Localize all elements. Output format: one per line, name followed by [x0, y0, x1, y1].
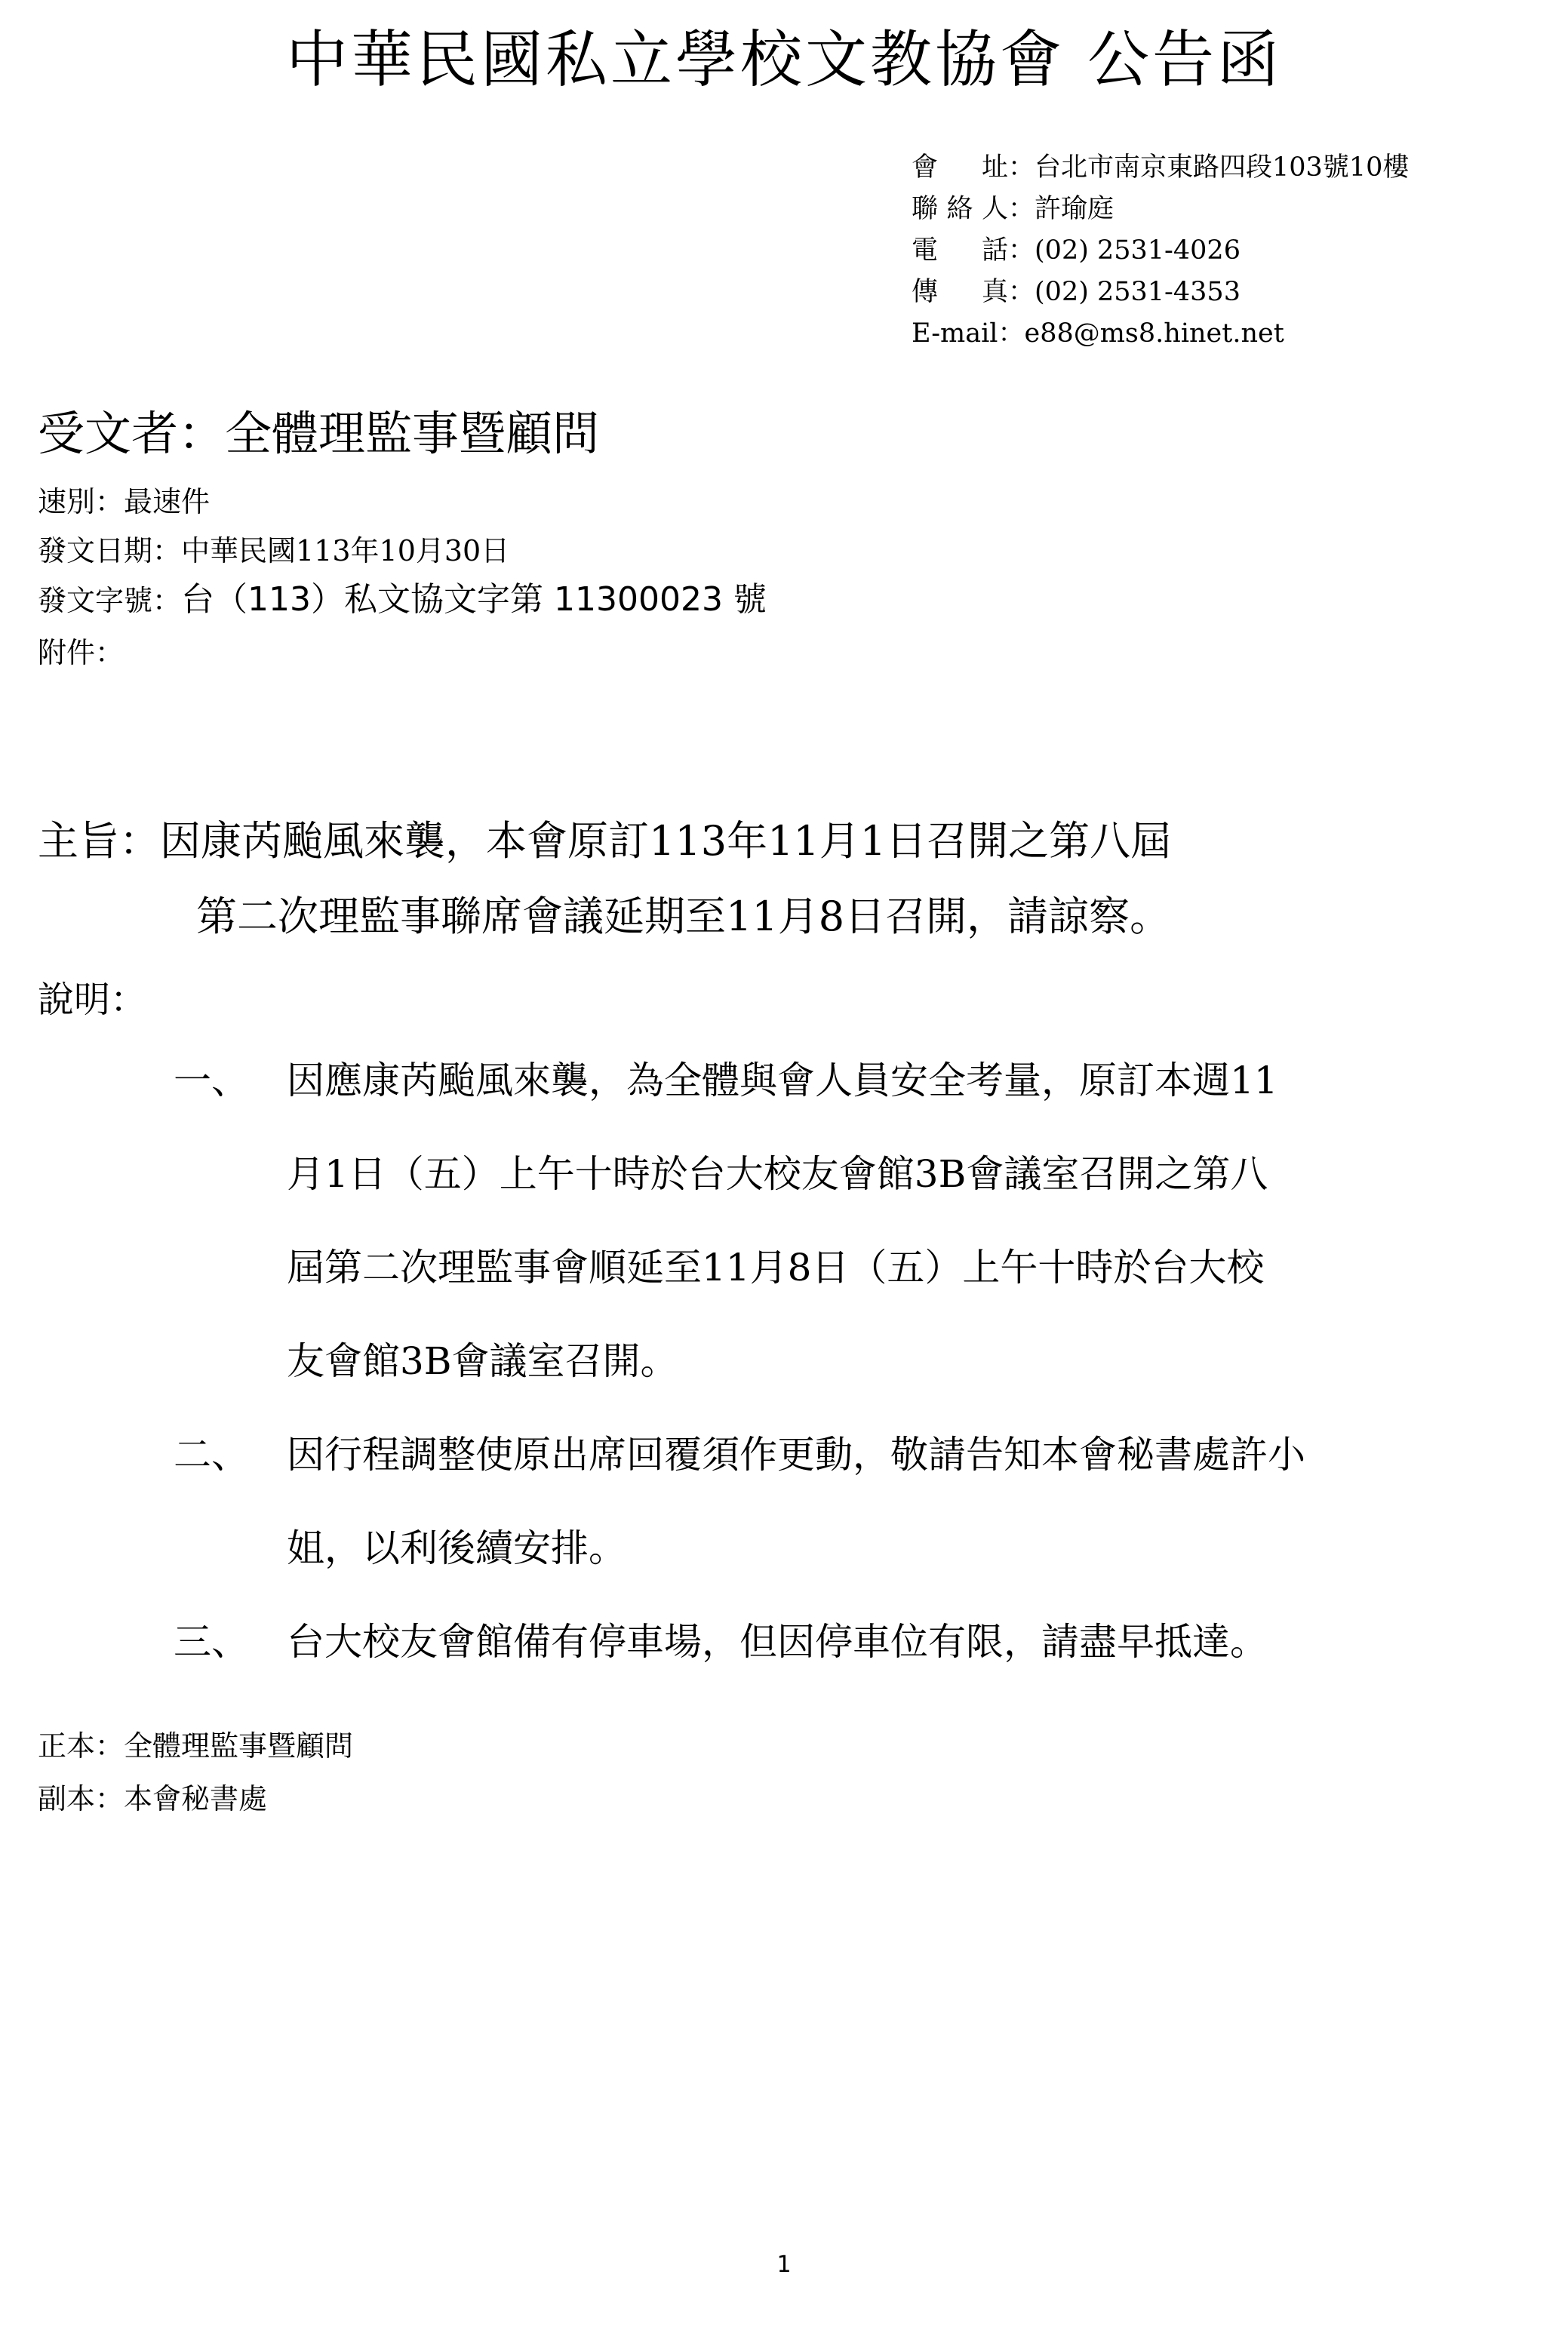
contact-phone-label: 電話 — [912, 235, 1008, 266]
explanation-item-line: 因應康芮颱風來襲，為全體與會人員安全考量，原訂本週11 — [287, 1059, 1278, 1102]
copy-original: 正本：全體理監事暨顧問 — [38, 1729, 354, 1763]
explanation-item-text — [287, 1034, 1278, 1408]
page-number: 1 — [776, 2251, 792, 2278]
contact-email-row: E-mail ： e88@ms8.hinet.net — [912, 313, 1409, 355]
recipient-value: 全體理監事暨顧問 — [225, 406, 600, 461]
explanation-item-number: 三、 — [174, 1620, 249, 1664]
subject-line-1: 主旨：因康芮颱風來襲，本會原訂113年11月1日召開之第八屆 — [38, 817, 1172, 865]
contact-address-value: 台北市南京東路四段103號10樓 — [1035, 152, 1410, 183]
explanation-item-line: 屆第二次理監事會順延至11月8日（五）上午十時於台大校 — [287, 1246, 1265, 1289]
explanation-item-line: 因行程調整使原出席回覆須作更動，敬請告知本會秘書處許小 — [287, 1433, 1305, 1477]
explanation-label: 說明： — [38, 979, 147, 1021]
contact-fax-label: 傳真 — [912, 277, 1008, 307]
meta-doc-number-label: 發文字號： — [38, 584, 182, 617]
contact-email-value: e88@ms8.hinet.net — [1024, 318, 1284, 349]
explanation-item-number: 二、 — [174, 1433, 249, 1477]
explanation-item-number: 一、 — [174, 1059, 249, 1102]
meta-date: 發文日期：中華民國113年10月30日 — [38, 534, 510, 567]
explanation-item-3 — [174, 1595, 1268, 1689]
copy-duplicate: 副本：本會秘書處 — [38, 1782, 268, 1815]
meta-doc-number-value: 台（113）私文協文字第 11300023 號 — [181, 580, 767, 619]
contact-block — [912, 147, 1409, 355]
document-title: 中華民國私立學校文教協會 公告函 — [285, 24, 1283, 96]
explanation-item-1 — [174, 1034, 1278, 1408]
meta-doc-number — [38, 577, 767, 623]
explanation-item-line: 台大校友會館備有停車場，但因停車位有限，請盡早抵達。 — [287, 1620, 1268, 1664]
contact-email-label: E-mail — [912, 318, 998, 349]
contact-address-label: 會址 — [912, 152, 1008, 183]
explanation-item-line: 月1日（五）上午十時於台大校友會館3B會議室召開之第八 — [287, 1152, 1268, 1196]
contact-phone-row: 電話 ： (02) 2531-4026 — [912, 230, 1409, 272]
recipient-label: 受文者： — [38, 406, 226, 461]
explanation-item-line: 姐，以利後續安排。 — [287, 1526, 626, 1570]
explanation-item-text — [287, 1408, 1305, 1595]
contact-address-row: 會址 ： 台北市南京東路四段103號10樓 — [912, 147, 1409, 189]
explanation-item-line: 友會館3B會議室召開。 — [287, 1339, 678, 1383]
meta-attachment: 附件： — [38, 636, 125, 669]
contact-fax-value: (02) 2531-4353 — [1035, 277, 1241, 307]
contact-person-value: 許瑜庭 — [1035, 194, 1115, 224]
meta-speed: 速別：最速件 — [38, 485, 211, 518]
subject-line-2: 第二次理監事聯席會議延期至11月8日召開，請諒察。 — [196, 893, 1171, 940]
recipient-line — [38, 404, 599, 464]
subject-block — [38, 804, 1171, 954]
explanation-item-2 — [174, 1408, 1305, 1595]
contact-person-label: 聯絡人 — [912, 194, 1008, 224]
contact-phone-value: (02) 2531-4026 — [1035, 235, 1241, 266]
contact-person-row: 聯絡人 ： 許瑜庭 — [912, 189, 1409, 230]
contact-fax-row: 傳真 ： (02) 2531-4353 — [912, 272, 1409, 313]
explanation-item-text — [287, 1595, 1268, 1689]
